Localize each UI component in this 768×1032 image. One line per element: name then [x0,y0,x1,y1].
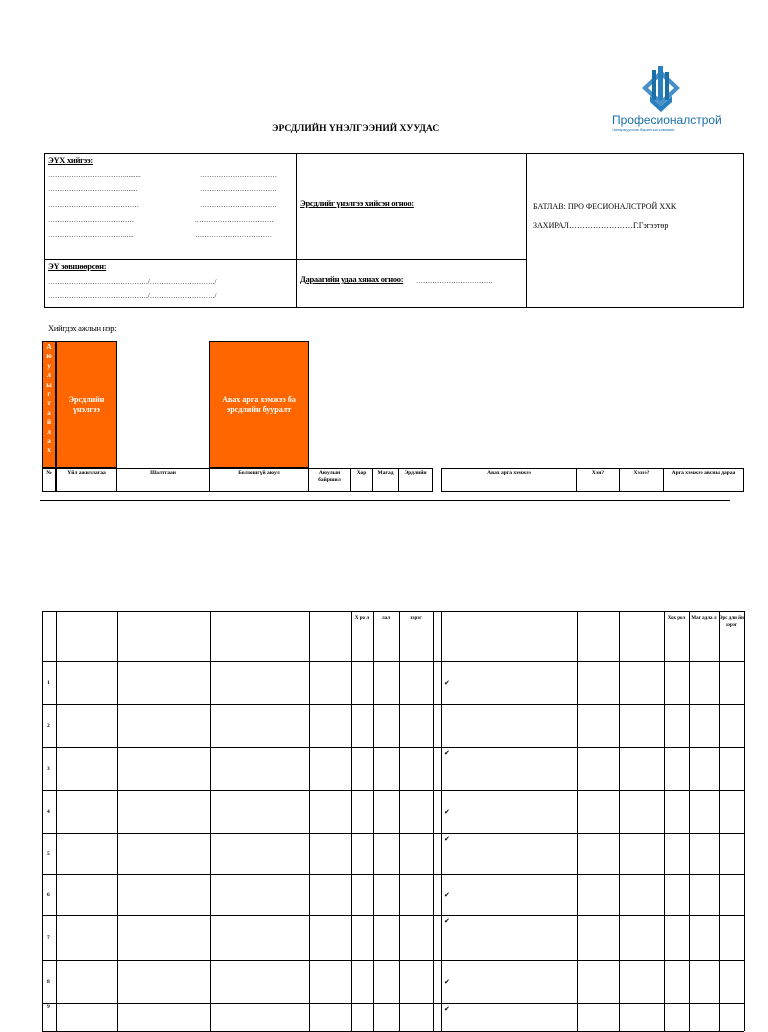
vertical-label-letter: А [46,343,52,351]
grid-column-line [577,611,578,1031]
header-who: Хэн? [576,468,620,492]
dots-bottom-0: ……………………………………./………………………./ [48,278,217,286]
grid-header-text: Х ро л [354,616,370,621]
header-risk-level: Эрдлийн [398,468,433,492]
label-approver: ЭҮ зөвшөөрсөн: [48,261,107,271]
dots-next-review: …………………………… [416,277,493,285]
header-number: № [42,468,56,492]
dots-top-4b: …………………………… [195,231,272,239]
grid-row-line [42,790,744,791]
grid-row-line [42,915,744,916]
grid-row-line [42,874,744,875]
dots-bottom-1: ……………………………………./………………………./ [48,292,217,300]
row-number: 3 [47,765,50,772]
check-mark-icon: ✔ [444,1005,450,1013]
dots-top-2b: …………………………… [200,201,277,209]
header-probability: Магад [372,468,399,492]
header-when: Хэзээ? [619,468,664,492]
header-after-measures: Арга хэмжээ авсны дараа [663,468,744,492]
grid-column-line [619,611,620,1031]
check-mark-icon: ✔ [444,807,450,816]
row-number: 9 [47,1004,50,1010]
check-mark-icon: ✔ [444,678,450,687]
grid-header-text: зэрэг [410,616,422,621]
dots-top-2a: ………………………………… [48,201,139,209]
grid-row-line [42,960,744,961]
grid-row-line [42,611,744,612]
check-mark-icon: ✔ [444,835,450,843]
header-harm: Хор [350,468,373,492]
grid-column-line [441,611,442,1031]
label-next-review-date: Дараагийн удаа хянах огноо: [300,274,404,284]
dots-top-3b: .…………………………… [195,216,274,224]
grid-row-line [42,661,744,662]
check-mark-icon: ✔ [444,917,450,925]
label-performer: ЭҮХ хийгээ: [48,155,93,165]
grid-column-line [719,611,720,1031]
check-mark-icon: ✔ [444,977,450,986]
label-assessment-date: Эрсдлийг үнэлгээ хийсэн огноо: [300,198,414,208]
row-number: 2 [47,722,50,729]
grid-column-line [664,611,665,1031]
dots-top-1b: …………………………… [200,185,277,193]
vertical-label-letter: ю [46,352,52,361]
vertical-label-letter: а [47,408,51,417]
vertical-hazard-label [42,341,56,468]
header-cause: Шалтгаан [116,468,210,492]
document-title: ЭРСДЛИЙН ҮНЭЛГЭЭНИЙ ХУУДАС [272,124,440,134]
separator-line [40,500,730,501]
row-number: 5 [47,850,50,857]
grid-column-line [373,611,374,1031]
row-number: 7 [47,934,50,941]
grid-row-line [42,1003,744,1004]
risk-table [42,611,744,1031]
grid-column-line [117,611,118,1031]
grid-header-text: лал [381,616,391,621]
info-box [44,153,744,308]
grid-column-line [56,611,57,1031]
grid-right-border [744,611,745,1031]
dots-top-0a: ……………………………......... [48,171,141,179]
grid-column-line [309,611,310,1031]
risk-assessment-block: Эрсдлийн үнэлгээ [56,341,117,468]
vertical-label-letter: г [47,390,51,399]
row-number: 8 [47,978,50,985]
vertical-label-letter: ы [46,380,52,389]
dots-top-3a: ………………………………. [48,216,134,224]
vertical-label-letter: х [47,446,51,455]
row-number: 4 [47,808,50,815]
grid-column-line [689,611,690,1031]
grid-row-line [42,833,744,834]
vertical-label-letter: у [47,361,51,370]
vertical-label-letter: т [47,399,51,408]
row-number: 6 [47,891,50,898]
logo-name: Професионалстрой [612,113,722,127]
header-hazard-location: Аюулын байршил [308,468,351,492]
vertical-label-letter: а [47,437,51,446]
logo-subtitle: Чанаржуулсан барилгын компани [612,127,675,132]
grid-row-line [42,704,744,705]
grid-column-line [210,611,211,1031]
approve-line-1: БАТЛАВ: ПРО ФЕСИОНАЛСТРОЙ ХХК [533,202,677,211]
header-measures: Авах арга хэмжээ [441,468,577,492]
grid-row-line [42,747,744,748]
grid-header-text: Эрс дли йн зэрэг [719,616,744,628]
grid-header-text: Маг адла л [691,616,717,621]
grid-column-line [399,611,400,1031]
approve-line-2: ЗАХИРАЛ……………………Г.Гэгээтөр [533,221,669,230]
work-name-label: Хийгдэх ажлын нэр: [48,323,117,333]
check-mark-icon: ✔ [444,749,450,757]
grid-column-line [42,611,43,1031]
company-logo-icon [636,66,686,114]
vertical-label-letter: й [46,418,52,427]
header-activity: Үйл ажиллагаа [56,468,117,492]
grid-header-text: Хох рол [667,616,686,621]
grid-column-line [433,611,434,1031]
check-mark-icon: ✔ [444,890,450,899]
vertical-label-letter: л [47,371,51,380]
header-possible-hazard: Болзошгүй аюул [209,468,309,492]
control-measures-block: Авах арга хэмжээ ба эрсдлийн бууралт [209,341,309,468]
dots-top-0b: …………………………… [200,171,277,179]
grid-column-line [351,611,352,1031]
dots-top-1a: ……………………………....... [48,185,138,193]
dots-top-4a: ……………………………..... [48,231,134,239]
vertical-label-letter: л [47,427,51,436]
row-number: 1 [47,679,50,686]
